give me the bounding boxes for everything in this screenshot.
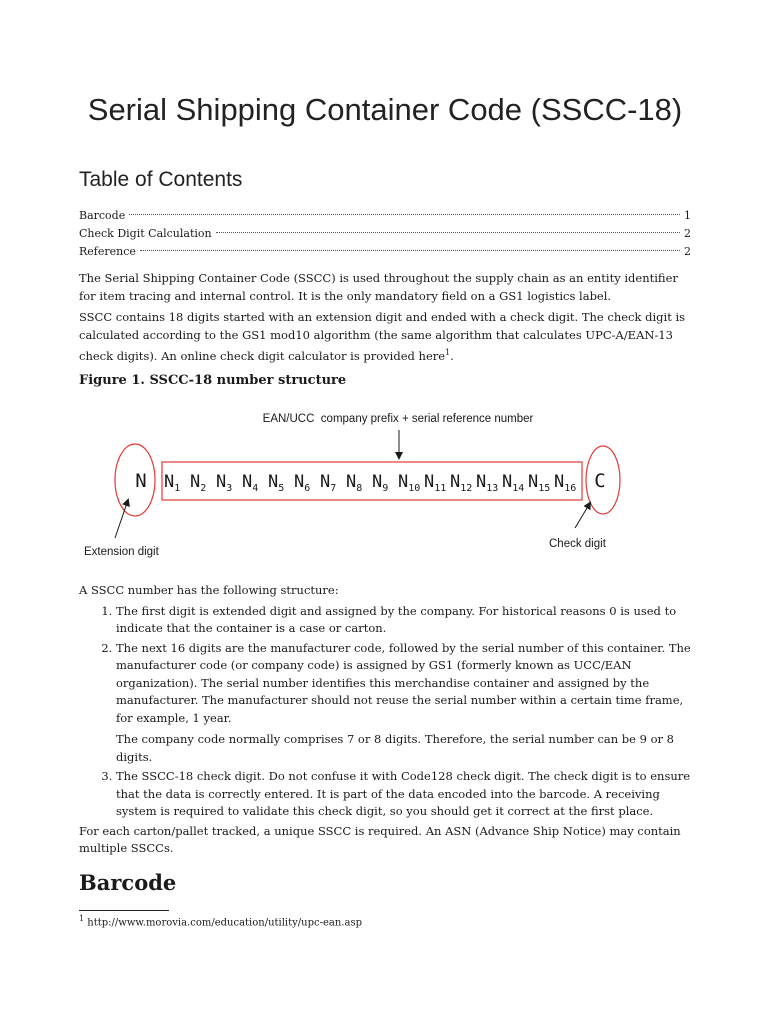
structure-intro: A SSCC number has the following structure: <box>79 583 339 597</box>
check-digit-label: Check digit <box>549 538 606 550</box>
barcode-heading: Barcode <box>79 870 177 895</box>
toc-entry-reference[interactable] <box>79 243 691 261</box>
extension-digit-label: Extension digit <box>84 546 159 558</box>
check-arrow <box>575 503 590 528</box>
digit-n3: $N_3$ <box>216 472 233 494</box>
footnote-divider <box>79 910 169 911</box>
toc-leader <box>140 250 680 251</box>
toc-heading: Table of Contents <box>79 168 243 191</box>
structure-section <box>79 582 691 858</box>
digit-n6: $N_6$ <box>294 472 311 494</box>
list-item <box>116 603 691 638</box>
digit-sequence <box>164 472 576 494</box>
toc-leader <box>216 232 680 233</box>
digit-n8: $N_8$ <box>346 472 363 494</box>
toc-entry-label[interactable]: Barcode <box>79 209 126 222</box>
list-item <box>116 640 691 767</box>
extension-digit-char: N <box>135 470 147 492</box>
figure-caption: Figure 1. SSCC-18 number structure <box>79 373 347 388</box>
list-item <box>116 768 691 821</box>
toc-entry-barcode[interactable] <box>79 207 691 225</box>
footnote-number: 1 <box>79 914 85 923</box>
company-prefix-label: EAN/UCC company prefix + serial reference number <box>262 413 534 425</box>
digit-n12: $N_{12}$ <box>450 472 473 494</box>
digit-n11: $N_{11}$ <box>424 472 447 494</box>
list-item-text: The SSCC-18 check digit. Do not confuse it with Code128 check digit. The check digit is to ensure that the data is correctly entered. It is part of the data encoded into the barcode. A receiving system is required to validate this check digit, so you should get it correct at the first place. <box>116 769 691 818</box>
structure-list <box>79 603 691 821</box>
intro-paragraph-1: The Serial Shipping Container Code (SSCC) is used throughout the supply chain as an entity identifier for item tracing and internal control. It is the only mandatory field on a GS1 logistics label. <box>79 271 678 303</box>
toc-entry-check-digit[interactable] <box>79 225 691 243</box>
intro-paragraph-2-end: . <box>450 348 454 363</box>
footnote <box>79 914 362 928</box>
toc-entry-page: 1 <box>684 209 691 222</box>
digit-n14: $N_{14}$ <box>502 472 525 494</box>
table-of-contents <box>79 207 691 261</box>
intro-paragraph-2 <box>79 309 691 365</box>
digit-n5: $N_5$ <box>268 472 285 494</box>
structure-closing: For each carton/pallet tracked, a unique SSCC is required. An ASN (Advance Ship Notice) may contain multiple SSCCs. <box>79 823 681 855</box>
digit-n16: $N_{16}$ <box>554 472 577 494</box>
page-title: Serial Shipping Container Code (SSCC-18) <box>87 92 683 127</box>
sscc-structure-diagram <box>0 400 770 570</box>
digit-n15: $N_{15}$ <box>528 472 551 494</box>
digit-n13: $N_{13}$ <box>476 472 499 494</box>
toc-entry-label[interactable]: Reference <box>79 245 136 258</box>
toc-entry-label[interactable]: Check Digit Calculation <box>79 227 212 240</box>
digit-n9: $N_9$ <box>372 472 389 494</box>
digit-n4: $N_4$ <box>242 472 259 494</box>
digit-n2: $N_2$ <box>190 472 207 494</box>
toc-entry-page: 2 <box>684 227 691 240</box>
footnote-link[interactable]: http://www.morovia.com/education/utility/upc-ean.asp <box>87 917 362 929</box>
digit-n1: $N_1$ <box>164 472 181 494</box>
toc-entry-page: 2 <box>684 245 691 258</box>
footnote-ref[interactable]: 1 <box>445 348 451 357</box>
list-item-text: The next 16 digits are the manufacturer code, followed by the serial number of this container. The manufacturer code (or company code) is assigned by GS1 (formerly known as UCC/EAN organization). The serial number identifies this merchandise container and assigned by the manufacturer. The manufacturer should not reuse the serial number within a certain time frame, for example, 1 year. <box>116 640 691 725</box>
intro-paragraph-2-text: SSCC contains 18 digits started with an extension digit and ended with a check digit. The check digit is calculated according to the GS1 mod10 algorithm (the same algorithm that calculates UPC-A/EAN-13 check digits). An online check digit calculator is provided here <box>79 310 686 363</box>
toc-leader <box>129 214 680 215</box>
digit-n10: $N_{10}$ <box>398 472 421 494</box>
list-item-subtext: The company code normally comprises 7 or 8 digits. Therefore, the serial number can be 9 or 8 digits. <box>116 732 674 764</box>
digit-n7: $N_7$ <box>320 472 337 494</box>
check-digit-char: C <box>594 470 606 492</box>
list-item-text: The first digit is extended digit and assigned by the company. For historical reasons 0 is used to indicate that the container is a case or carton. <box>116 603 677 635</box>
